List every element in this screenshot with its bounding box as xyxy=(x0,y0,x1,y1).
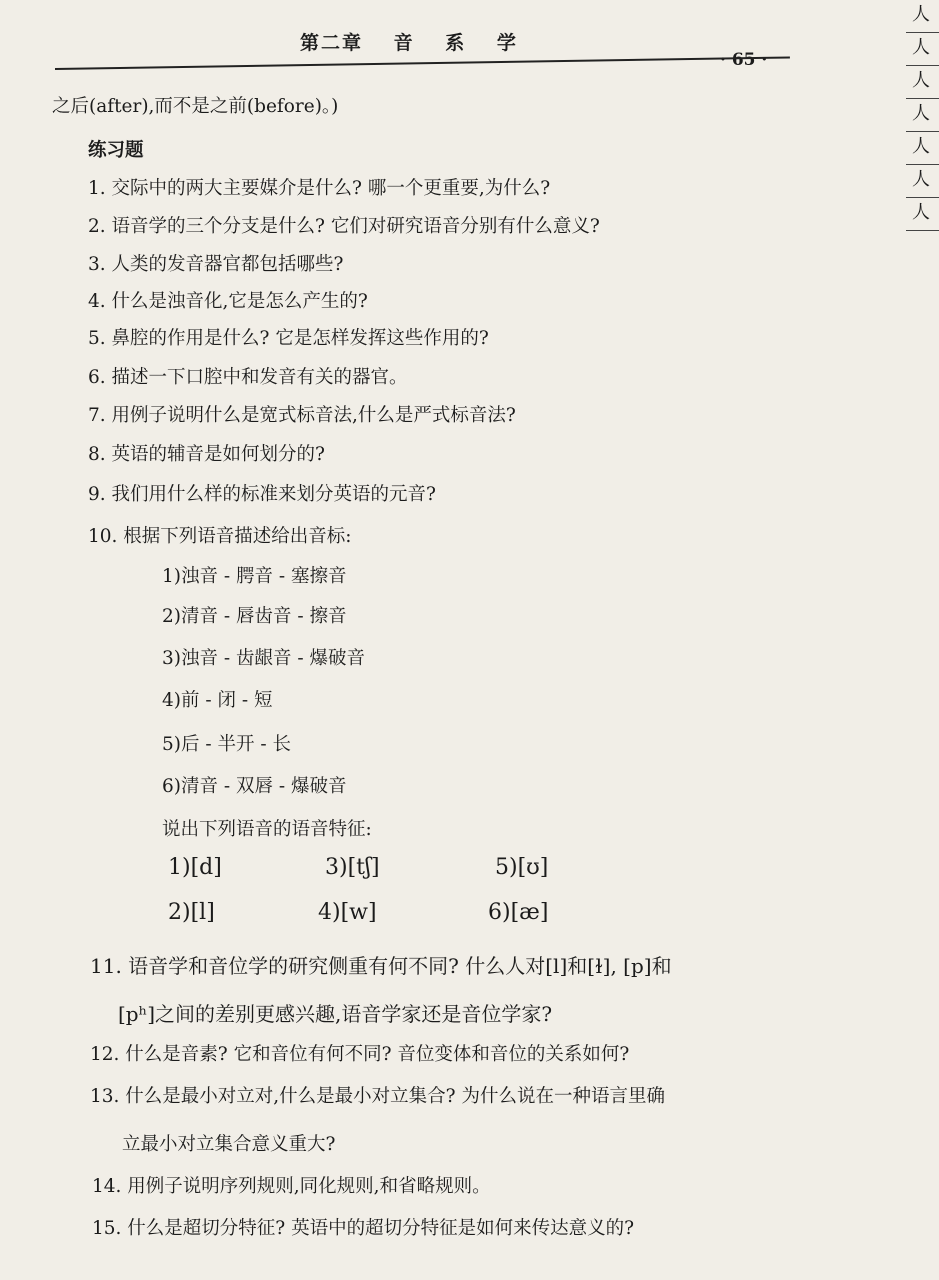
chapter-label: 第二章 xyxy=(300,32,364,54)
question-4: 4. 什么是浊音化,它是怎么产生的? xyxy=(88,291,368,312)
question-15: 15. 什么是超切分特征? 英语中的超切分特征是如何来传达意义的? xyxy=(92,1218,635,1239)
q10-item: 1)浊音 - 腭音 - 塞擦音 xyxy=(162,566,347,587)
question-7: 7. 用例子说明什么是宽式标音法,什么是严式标音法? xyxy=(88,405,516,426)
margin-tab: 人 xyxy=(906,66,939,99)
chapter-title-char: 学 xyxy=(496,32,518,54)
q10-item: 6)清音 - 双唇 - 爆破音 xyxy=(162,776,347,797)
question-3: 3. 人类的发音器官都包括哪些? xyxy=(88,254,344,275)
margin-tabs xyxy=(906,0,939,260)
chapter-title-char: 音 xyxy=(393,32,415,54)
ipa-item: 4)[w] xyxy=(318,900,377,925)
page-number: · 65 · xyxy=(720,50,768,70)
margin-tab: 人 xyxy=(906,198,939,231)
running-head xyxy=(300,28,540,55)
question-2: 2. 语音学的三个分支是什么? 它们对研究语音分别有什么意义? xyxy=(88,216,600,237)
ipa-item: 1)[d] xyxy=(168,855,222,880)
question-5: 5. 鼻腔的作用是什么? 它是怎样发挥这些作用的? xyxy=(88,328,489,349)
question-1: 1. 交际中的两大主要媒介是什么? 哪一个更重要,为什么? xyxy=(88,178,551,199)
margin-tab: 人 xyxy=(906,99,939,132)
ipa-item: 6)[æ] xyxy=(488,900,549,925)
margin-tab: 人 xyxy=(906,132,939,165)
q10-sub-prompt: 说出下列语音的语音特征: xyxy=(162,819,372,840)
question-14: 14. 用例子说明序列规则,同化规则,和省略规则。 xyxy=(92,1176,491,1197)
question-8: 8. 英语的辅音是如何划分的? xyxy=(88,444,325,465)
q10-item: 4)前 - 闭 - 短 xyxy=(162,690,273,711)
chapter-title-char: 系 xyxy=(445,32,467,54)
question-9: 9. 我们用什么样的标准来划分英语的元音? xyxy=(88,484,436,505)
q10-item: 2)清音 - 唇齿音 - 擦音 xyxy=(162,606,347,627)
question-12: 12. 什么是音素? 它和音位有何不同? 音位变体和音位的关系如何? xyxy=(90,1044,630,1065)
margin-tab: 人 xyxy=(906,33,939,66)
question-6: 6. 描述一下口腔中和发音有关的器官。 xyxy=(88,367,408,388)
header-rule xyxy=(55,56,790,70)
ipa-item: 3)[tʃ] xyxy=(325,855,380,880)
margin-tab: 人 xyxy=(906,165,939,198)
ipa-item: 2)[l] xyxy=(168,900,215,925)
ipa-item: 5)[ʊ] xyxy=(495,855,549,880)
question-10: 10. 根据下列语音描述给出音标: xyxy=(88,526,352,547)
margin-tab: 人 xyxy=(906,0,939,33)
section-heading: 练习题 xyxy=(88,140,144,161)
carryover-line: 之后(after),而不是之前(before)。) xyxy=(52,96,339,117)
question-13-line1: 13. 什么是最小对立对,什么是最小对立集合? 为什么说在一种语言里确 xyxy=(90,1086,665,1107)
question-11-line1: 11. 语音学和音位学的研究侧重有何不同? 什么人对[l]和[ɫ], [p]和 xyxy=(90,954,672,978)
question-11-line2: [pʰ]之间的差别更感兴趣,语音学家还是音位学家? xyxy=(118,1002,553,1026)
q10-item: 3)浊音 - 齿龈音 - 爆破音 xyxy=(162,648,366,669)
q10-item: 5)后 - 半开 - 长 xyxy=(162,734,292,755)
question-13-line2: 立最小对立集合意义重大? xyxy=(122,1134,336,1155)
